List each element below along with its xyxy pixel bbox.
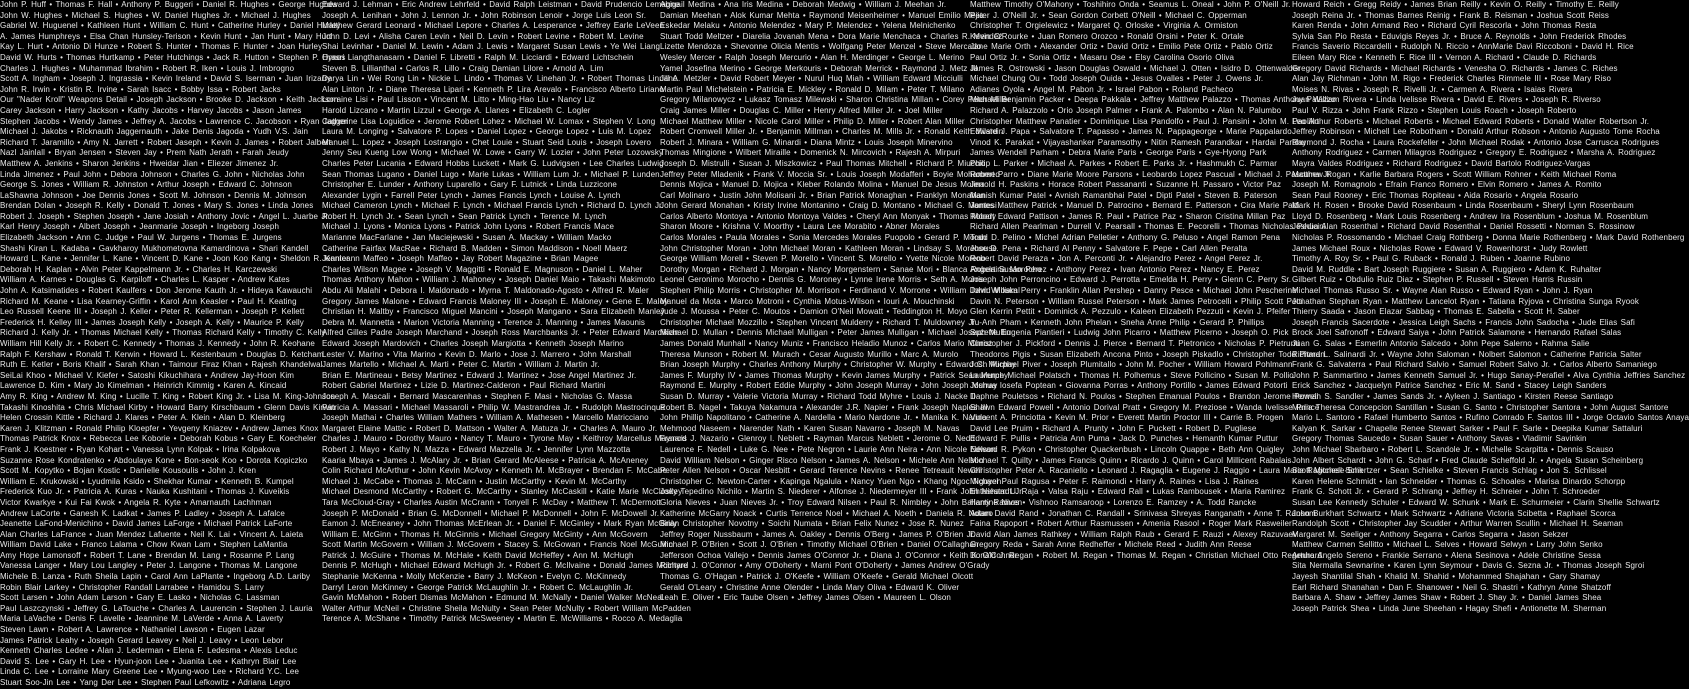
name-line: Sita Nermalla Sewnarine • Karen Lynn Seymour • Davis G. Sezna Jr. • Thomas Joseph Sgroi (1292, 561, 1645, 571)
name-line: Craig James Miller • Douglas C. Miller • Henry Alfred Miller Jr. • Joel Miller (660, 105, 943, 115)
name-line: Alan Linton Jr. • Diane Theresa Lipari • Kenneth P. Lira Arevalo • Francisco Alberto Liriano (322, 84, 664, 94)
name-line: Deborah H. Kaplan • Alvin Peter Kappelmann Jr. • Charles H. Karczewski (0, 264, 278, 274)
name-line: Robert J. Minara • William G. Minardi • Diana Mintz • Louis Joseph Minervino (660, 137, 953, 147)
name-line: Edward Joseph Mardovich • Charles Joseph Margiotta • Kenneth Joseph Marino (322, 339, 624, 348)
name-line: Steven B. Lillianthal • Carlos R. Lillo • Craig Damian Lilore • Arnold A. Lim (322, 63, 604, 73)
name-line: Christian H. Maltby • Francisco Miguel Mancini • Joseph Mangano • Sara Elizabeth Manley (322, 307, 665, 317)
name-line: Juan William Rivera • Linda Ivelisse Rivera • David E. Rivers • Joseph R. Riverso (1292, 95, 1601, 105)
name-line: James Donald Munhall • Nancy Muniz • Francisco Heladio Munoz • Carlos Mario Munoz (660, 339, 993, 348)
name-panel-2 (322, 0, 691, 660)
name-line: Laurence F. Nedell • Luke G. Nee • Pete Negron • Laurie Ann Neira • Ann Nicole Nelson (660, 444, 996, 454)
name-line: Richard Allen Pearlman • Durrell V. Pearsall • Thomas E. Pecorelli • Thomas Nicholas Pedicini (970, 222, 1326, 232)
name-line: Damian Meehan • Alok Kumar Mehta • Raymond Meisenheimer • Manuel Emilio Mejia (660, 10, 984, 20)
name-line: Joseph Patrick Shea • Linda June Sheehan • Hagay Shefi • Antionette M. Sherman (1292, 603, 1607, 613)
name-line: Raymond E. Murphy • Robert Eddie Murphy • John Joseph Murray • John Joseph Murray (660, 381, 998, 391)
name-line: Gabriel W. Huguenel • Kathleen Hunt • William C. Hunt • Catherine Hurley • Daniel Hurley (0, 21, 341, 31)
name-line: Darryl Leron McKinney • George Patrick McLaughlin Jr. • Robert C. McLaughlin Jr. (322, 582, 634, 592)
name-line: Howard L. Kane • Jennifer L. Kane • Vincent D. Kane • Joon Koo Kang • Sheldon R. Kanter (0, 254, 350, 264)
name-line: Jeffrey Peter Mladenik • Frank V. Moccia Sr. • Louis Joseph Modafferi • Boyie Mohammed (660, 169, 1000, 179)
name-line: John Albert Schardt • John G. Scharf • Fred Claude Scheffold Jr. • Angela Susan Scheinberg (1292, 455, 1644, 465)
name-line: Joseph M. Romagnolo • Efrain Franco Romero • Elvin Romero • James A. Romito (1292, 180, 1602, 190)
name-line: Daphne Pouletsos • Richard N. Poulos • Stephen Emanual Poulos • Brandon Jerome Powell (970, 391, 1319, 401)
name-line: James Michael Roux • Nicholas Rowe • Edward V. Rowenhorst • Judy Rowlett (1292, 243, 1588, 253)
name-line: Linda C. Lee • Lorraine Mary Greene Lee • Myung-woo Lee • Richard Y.C. Lee (0, 667, 299, 677)
name-line: Herman S. Sandler • James Sands Jr. • Ayleen J. Santiago • Kirsten Reese Santiago (1292, 391, 1614, 401)
name-line: Peter J. O'Neill Jr. • Sean Gordon Corbett O'Neill • Michael C. Opperman (970, 10, 1247, 20)
name-line: Debra M. Mannetta • Marion Victoria Manning • Terence J. Manning • James Maounis (322, 317, 646, 327)
name-line: Frederick Kuo Jr. • Patricia A. Kuras • Nauka Kushitani • Thomas J. Kuveikis (0, 487, 290, 497)
name-line: Scott Mitchell Schertzer • Sean Schielke • Steven Francis Schlag • Jon S. Schlissel (1292, 466, 1607, 476)
name-line: Stephen Philip Morris • Christopher M. Morrison • Ferdinand V. Morrone • William David Moskal (660, 286, 1020, 296)
name-line: Frederick H. Kelley III • James Joseph Kelly • Joseph A. Kelly • Maurice P. Kelly (0, 317, 304, 327)
name-line: Eamon J. McEneaney • John Thomas McErlean Jr. • Daniel F. McGinley • Mark Ryan McGinly (322, 519, 678, 529)
name-line: Paul Ortiz Jr. • Sonia Ortiz • Masaru Ose • Elsy Carolina Osorio Oliva (970, 52, 1235, 62)
name-line: Scott Larsen • John Adam Larson • Gary E. Lasko • Nicholas C. Lassman (0, 593, 280, 603)
name-line: Abdu Ali Malahi • Debora I. Maldonado • Myrna T. Maldonado-Agosto • Alfred R. Maler (322, 286, 649, 296)
name-line: David Alan James Rathkey • William Ralph Raub • Gerard F. Rauzi • Alexey Razuvaev (970, 529, 1298, 539)
name-line: Edward J. Lehman • Eric Andrew Lehrfeld • David Ralph Leistman • David Prudencio Lemagne (322, 0, 680, 9)
name-panel-3 (660, 0, 1042, 660)
name-line: Michael J. McCabe • Thomas J. McCann • Justin McCarthy • Kevin M. McCarthy (322, 476, 627, 486)
name-line: Theresa Munson • Robert M. Murach • Cesar Augusto Murillo • Marc A. Murolo (660, 349, 959, 359)
name-line: Richard T. Jaramillo • Amy N. Jarrett • Robert Jaseph • Kevin J. James • Robert Jalbert (0, 137, 331, 147)
name-line: Marianne MacFarlane • Jan Maciejewski • Susan A. Mackay • William Macko (322, 233, 612, 243)
name-panel-4 (970, 0, 1364, 660)
name-line: Christopher Michael Mozzillo • Stephen Vincent Mulderry • Richard T. Muldowney Jr. (660, 317, 978, 327)
name-line: Robert Parro • Diane Marie Moore Parsons • Leobardo Lopez Pascual • Michael J. Pascuma Jr. (970, 169, 1332, 179)
name-line: Scott M. Kopytko • Bojan Kostic • Danielle Kousoulis • John J. Kren (0, 466, 257, 476)
name-line: Jane Marie Orth • Alexander Ortiz • David Ortiz • Emilio Pete Ortiz • Pablo Ortiz (970, 42, 1273, 52)
name-line: Michael D. Mullan • Dennis Michael Mulligan • Peter James Mulligan • Michael Joseph Mullin (660, 328, 1011, 338)
name-line: Michael J. Lyons • Monica Lyons • Patrick John Lyons • Robert Francis Mace (322, 222, 615, 232)
name-line: Christopher Matthew Panatier • Dominique Lisa Pandolfo • Paul J. Pansini • John M. Paolillo (970, 116, 1320, 126)
name-line: Matthew Gerard Leonard • Michael Lepore • Charles A. Lesperance • Jeffrey Earle LeVeen (322, 21, 665, 31)
name-line: Charles J. Hughes • Muhammad Ibrahim • Robert R. Iken • Louis J. Imbrogno (0, 63, 295, 73)
name-line: David W. Hurts • Thomas Hurtkamp • Peter Hutchings • Jack R. Hutton • Stephen P. Hynes (0, 52, 346, 62)
name-line: John P. Huff • Thomas F. Hall • Anthony P. Buggeri • Daniel R. Hughes • George Hughes (0, 0, 338, 9)
name-line: Thomas Anthony Mahon • William J. Mahoney • Joseph Daniel Maio • Takashi Makimoto (322, 275, 656, 285)
name-line: John Gerard Monahan • Kristy Irvine Montanino • Craig D. Montano • Michael G. Montesi (660, 201, 997, 211)
name-line: Victor Kwarkye • Kui Fai Kwok • Angela R. Kyte • Amarnauth Lachhman (0, 497, 272, 507)
name-line: Gregory Reda • Sarah Anne Redheffer • Michele Reed • Judith Ann Reese (970, 540, 1252, 550)
name-line: Lawrence D. Kim • Mary Jo Kimelman • Heinrich Kimmig • Karen A. Kincaid (0, 381, 287, 391)
name-line: Robert J. Joseph • Stephen Joseph • Jane Josiah • Anthony Jovic • Angel L. Juarbe Jr. (0, 211, 331, 221)
name-line: A. James Humphreys • Elsa Chan Hunsley-Terison • Kevin Hunt • Jan Hunt • Mary Hurt (0, 31, 332, 41)
name-line: Patrick J. McGuire • Thomas M. McHale • Keith David McHeffey • Ann M. McHugh (322, 550, 634, 560)
name-line: Scott A. Ingham • Joseph J. Ingrassia • Kevin Ireland • David S. Iserman • Juan Irizarry (0, 74, 332, 84)
name-line: Robert David Peraza • Jon A. Perconti Jr. • Alejandro Perez • Angel Perez Jr. (970, 254, 1263, 264)
name-line: Dennis Mojica • Manuel D. Mojica • Kleber Rolando Molina • Manuel De Jesus Molina (660, 180, 985, 190)
name-line: Ehtesham U. Raja • Valsa Raju • Edward Rall • Lukas Rambousek • Maria Ramirez (970, 487, 1286, 497)
name-line: Todd D. Pelino • Michel Adrian Pelletier • Anthony G. Peluso • Angel Ramon Pena (970, 233, 1281, 243)
name-line: Christopher J. Pickford • Dennis J. Pierce • Bernard T. Pietronico • Nicholas P. Pietrunti (970, 339, 1300, 348)
name-line: Susan Lee Kennedy Schuler • Edward W. Schunk • Mark E. Schurmeier • Clarin Shellie Schwartz (1292, 497, 1660, 507)
name-line: Thomas Mingione • Wilbert Miraille • Domenick N. Mircovich • Rajesh A. Mirpuri (660, 148, 961, 158)
name-line: Michael Chung Ou • Todd Joseph Ouida • Jesus Ovalles • Peter J. Owens Jr. (970, 74, 1264, 84)
name-line: Richard M. Keane • Lisa Kearney-Griffin • Karol Ann Keasler • Paul H. Keating (0, 296, 297, 306)
name-line: Sean Paul Rooney • Eric Thomas Ropiteau • Aida Rosario • Angela Rosario (1292, 190, 1579, 200)
name-line: Scott Martin McGovern • William J. McGovern • Stacey S. McGowan • Francis Noel McGuinn (322, 540, 674, 550)
name-line: Raymond J. Rocha • Laura Rockefeller • John Michael Rodak • Antonio Jose Carrusca Rodrigues (1292, 137, 1660, 147)
name-line: Brendan Dolan • Joseph R. Kelly • Donald T. Jones • Mary S. Jones • Linda Jones (0, 201, 314, 211)
name-line: Sean Thomas Lugano • Daniel Lugo • Marie Lukas • William Lum Jr. • Michael P. Lunden (322, 169, 660, 179)
name-line: Jody Tepedino Nichilo • Martin S. Niederer • Alfonse J. Niedermeyer III • Frank John Niestadt Jr. (660, 487, 1024, 497)
name-line: James Patrick Leahy • Joseph Gerard Leavey • Neil J. Leavy • Leon Lebor (0, 635, 284, 645)
name-line: Colin Richard McArthur • John Kevin McAvoy • Kenneth M. McBrayer • Brendan F. McCabe (322, 466, 668, 476)
name-line: Joseph Mathai • Charles William Mathers • William A. Mathesen • Marcello Matricciano (322, 413, 649, 423)
name-line: Frank G. Salvaterra • Paul Richard Salvio • Samuel Robert Salvo Jr. • Carlos Alberto Samaniego (1292, 360, 1657, 370)
name-line: Suzette Eugenia Piantieri • Ludwig John Picarro • Matthew Picerno • Joseph O. Pick (970, 328, 1289, 338)
name-line: Charles Peter Lucania • Edward Hobbs Luckett • Mark G. Ludvigsen • Lee Charles Ludwig (322, 158, 664, 168)
name-line: Adam David Rand • Jonathan C. Randall • Srinivasa Shreyas Ranganath • Anne T. Ransom (970, 508, 1316, 518)
name-line: Karl Henry Joseph • Albert Joseph • Jeanmarie Joseph • Ingeborg Joseph (0, 222, 279, 232)
name-line: Karen J. Klitzman • Ronald Philip Kloepfer • Yevgeny Kniazev • Andrew James Knox (0, 423, 319, 433)
name-line: Maria LaVache • Denis F. Lavelle • Jeannine M. LaVerde • Anna A. Laverty (0, 614, 284, 624)
name-line: Dorothy Morgan • Richard J. Morgan • Nancy Morgenstern • Sanae Mori • Blanca Robertina Morocho (660, 264, 1042, 274)
name-line: Gavin McMahon • Robert Dismas McMahon • Edmund M. McNally • Daniel Walker McNeal (322, 593, 664, 603)
name-line: Manuel da Mota • Marco Motroni • Cynthia Motus-Wilson • Iouri A. Mouchinski (660, 296, 955, 306)
name-panel-1 (0, 0, 350, 687)
name-line: John Burkhart Schwartz • Mark Schwartz • Adriane Victoria Scibetta • Raphael Scorca (1292, 508, 1616, 518)
name-line: Laura M. Longing • Salvatore P. Lopes • Daniel Lopez • George Lopez • Luis M. Lopez (322, 127, 652, 137)
name-line: John Michael Sbarbaro • Robert L. Scandole Jr. • Michelle Scarpitta • Dennis Scauso (1292, 444, 1614, 454)
name-line: Leo Arthur Roberts • Michael Roberts • Michael Edward Roberts • Donald Walter Robertson Jr. (1292, 116, 1650, 126)
name-line: Edward F. Pullis • Patricia Ann Puma • Jack D. Punches • Hemanth Kumar Puttur (970, 434, 1279, 444)
name-line: William David Lake • Franco Lalama • Chow Kwan Lam • Stephen LaMantia (0, 540, 288, 550)
name-line: Christopher T. Orgielewicz • Margaret Q. Orloske • Virginia A. Ormiston (970, 21, 1238, 31)
name-line: Jill A. Metzler • David Robert Meyer • Nurul Huq Miah • William Edward Micciulli (660, 74, 963, 84)
name-line: John Phillip Napolitano • Catherine A. Nardella • Mario Nardone Jr. • Manika K. Narula (660, 413, 987, 423)
name-line: Matthew Carmen Sellitto • Michael L. Selves • Howard Selwyn • Larry John Senko (1292, 540, 1603, 550)
name-line: Michael Matthew Miller • Nicole Carol Miller • Philip D. Miller • Robert Alan Miller (660, 116, 965, 126)
name-line: David S. Lee • Gary H. Lee • Hyun-joon Lee • Juanita Lee • Kathryn Blair Lee (0, 656, 297, 666)
name-line: Stephen Jacobs • Wendy James • Jeffrey A. Jacobs • Lawrence C. Jacobson • Ryan Jagger (0, 116, 348, 126)
name-line: Margaret M. Seeliger • Anthony Segarra • Carlos Segarra • Jason Sekzer (1292, 529, 1569, 539)
name-line: Matthew Rogan • Karlie Barbara Rogers • Scott William Rohner • Keith Michael Roma (1292, 169, 1617, 179)
name-line: Tu-Anh Pham • Kenneth John Phelan • Sneha Anne Philip • Gerard P. Phillips (970, 317, 1265, 327)
name-line: Joseph D. Mistrulli • Susan J. Miszkowicz • Paul Thomas Mitchell • Richard P. Miuccio (660, 158, 986, 168)
name-line: Robert J. Mayo • Kathy N. Mazza • Edward Mazzella Jr. • Jennifer Lynn Mazzotta (322, 444, 631, 454)
name-line: Leo Russell Keene III • Joseph J. Keller • Peter R. Kellerman • Joseph P. Kellett (0, 307, 305, 317)
name-line: Kay L. Hurt • Antonio Di Hunze • Robert S. Hunter • Thomas F. Hunter • Joan Hurley (0, 42, 323, 52)
name-line: David M. Ruddle • Bart Joseph Ruggiere • Susan A. Ruggiero • Adam K. Ruhalter (1292, 264, 1602, 274)
name-line: Michael P. O'Brien • Scott J. O'Brien • Timothy Michael O'Brien • Daniel O'Callaghan (660, 540, 979, 550)
name-line: Brian E. Martineau • Betsy Martinez • Edward J. Martinez • Jose Angel Martinez Jr. (322, 370, 637, 380)
name-line: Gregory James Malone • Edward Francis Maloney III • Joseph E. Maloney • Gene E. Maloy (322, 296, 669, 306)
name-line: Juan G. Salas • Esmerlin Antonio Salcedo • John Pepe Salerno • Rahma Salie (1292, 339, 1590, 348)
name-line: Wesley Mercer • Ralph Joseph Mercurio • Alan H. Merdinger • George L. Merino (660, 52, 965, 62)
name-line: Mayra Valdes Rodriguez • Richard Rodriguez • David Bartolo Rodriguez-Vargas (1292, 158, 1591, 168)
name-line: Christopher C. Newton-Carter • Kapinga Ngalula • Nancy Yuen Ngo • Khang Ngoc Nguyen (660, 476, 1002, 486)
name-line: Takashi Kinoshita • Chris Michael Kirby • Howard Barry Kirschbaum • Glenn Davis Kirwin (0, 402, 336, 412)
name-line: Jennieann Maffeo • Joseph Maffeo • Jay Robert Magazine • Brian Magee (322, 254, 599, 264)
name-line: Paul Laszczynski • Jeffrey G. LaTouche • Charles A. Laurencin • Stephen J. Lauria (0, 603, 313, 613)
name-line: John R. Irwin • Kristin R. Irvine • Sarah Isacc • Bobby Issa • Robert Jacks (0, 84, 281, 94)
name-line: Robert B. Nagel • Takuya Nakamura • Alexander J.R. Napier • Frank Joseph Naples III (660, 402, 988, 412)
name-line: Leah E. Oliver • Eric Taube Olsen • Jeffrey James Olsen • Maureen L. Olson (660, 593, 951, 603)
name-line: George S. Jones • William R. Johnston • Arthur Joseph • Edward C. Johnson (0, 180, 292, 190)
name-line: Arturo Angelo Sereno • Frankie Serrano • Alena Sesinova • Adele Christine Sessa (1292, 550, 1601, 560)
name-line: Darya Lin • Wei Rong Lin • Nickie L. Lindo • Thomas V. Linehan Jr. • Robert Thomas Linnane (322, 74, 678, 84)
name-line: Adianes Oyola • Angel M. Pabon Jr. • Israel Pabon • Roland Pacheco (970, 84, 1234, 94)
name-line: Jonathan Stephan Ryan • Matthew Lancelot Ryan • Tatiana Ryjova • Christina Sunga Ryook (1292, 296, 1639, 306)
name-line: Laurence Michael Polatsch • Thomas H. Polhemus • Steve Pollicino • Susan M. Pollio (970, 370, 1294, 380)
name-line: Linda Jimenez • Paul John • Debora Johnson • Charles G. John • Nicholas John (0, 169, 305, 179)
name-line: John D. Levi • Alisha Caren Levin • Neil D. Levin • Robert Levine • Robert M. Levine (322, 31, 644, 41)
name-line: Robert Edward Pattison • James R. Paul • Patrice Paz • Sharon Cristina Millan Paz (970, 211, 1286, 221)
name-line: SeiLai Khoo • Michael V. Kiefer • Satoshi Kikuchihara • Andrew Jay-Hoon Kim (0, 370, 294, 380)
name-line: David William Nelson • Ginger Risco Nelson • James A. Nelson • Michele Ann Nelson (660, 455, 984, 465)
name-line: Lester V. Marino • Vita Marino • Kevin D. Marlo • Jose J. Marrero • John Marshall (322, 349, 632, 359)
name-line: Elizabeth Jackson • Ann C. Judge • Paul W. Jurgens • Thomas E. Jurgens (0, 233, 282, 243)
name-line: Mehmood Naseem • Narender Nath • Karen Susan Navarro • Joseph M. Navas (660, 423, 960, 433)
name-line: Joseph Francis Sacerdote • Jessica Leigh Sachs • Francis John Sadocha • Jude Elias Safi (1292, 317, 1635, 327)
name-line: Robert Gabriel Martinez • Lizie D. Martinez-Calderon • Paul Richard Martini (322, 381, 606, 391)
name-line: James Matthew Patrick • Manuel D. Patrocino • Bernard E. Patterson • Cira Marie Patti (970, 201, 1300, 211)
name-line: Amy Hope Lamonsoff • Robert T. Lane • Brendan M. Lang • Rosanne P. Lang (0, 550, 295, 560)
name-line: Timothy A. Roy Sr. • Paul G. Ruback • Ronald J. Ruben • Joanne Rubino (1292, 254, 1571, 264)
name-line: George William Morell • Steven P. Morello • Vincent S. Morello • Yvette Nicole Moreno (660, 254, 986, 264)
name-line: Richard J. O'Connor • Amy O'Doherty • Marni Pont O'Doherty • James Andrew O'Grady (660, 561, 990, 571)
name-line: Vincent A. Princiotta • Kevin M. Prior • Everett Martin Proctor III • Carrie B. Progen (970, 413, 1284, 423)
name-line: Moises N. Rivas • Joseph R. Rivelli Jr. • Carmen A. Rivera • Isaias Rivera (1292, 84, 1573, 94)
name-line: Richard L. Salinardi Jr. • Wayne John Saloman • Nolbert Salomon • Catherine Patricia Salter (1292, 349, 1642, 359)
name-line: Gregory Milanowycz • Lukasz Tomasz Milewski • Sharon Christina Millan • Corey Peter Miller (660, 95, 1011, 105)
name-line: Carl Molinaro • Justin John Molisani Jr. • Brian Patrick Monaghan • Franklyn Monahan (660, 190, 986, 200)
name-line: Orasri Liangthanasarn • Daniel F. Libretti • Ralph M. Licciardi • Edward Lichtschein (322, 52, 634, 62)
name-line: Stephanie McKenna • Molly McKenzie • Barry J. McKeon • Evelyn C. McKinnedy (322, 572, 627, 582)
name-line: Lloyd D. Rosenberg • Mark Louis Rosenberg • Andrew Ira Rosenblum • Joshua M. Rosenblum (1292, 211, 1649, 221)
name-line: Margaret Elaine Mattic • Robert D. Mattson • Walter A. Matuza Jr. • Charles A. Mauro Jr. (322, 423, 658, 433)
name-line: Barbara A. Shaw • Jeffrey James Shaw • Robert J. Shay Jr. • Daniel James Shea (1292, 593, 1602, 603)
name-line: Manish Kumar Patel • Avnish Ramanbhai Patel • Dipti Patel • Steven B. Paterson (970, 190, 1277, 200)
name-line: James Wendell Parham • Debra Marie Paris • George Paris • Gye-Hyong Park (970, 148, 1267, 158)
name-line: Catherine Fairfax MacRae • Richard B. Madden • Simon Maddison • Noell Maerz (322, 243, 628, 253)
name-line: Joseph Reina Jr. • Thomas Barnes Reinig • Frank B. Reisman • Joshua Scott Reiss (1292, 10, 1609, 20)
name-line: Gregory David Richards • Michael Richards • Venesha O. Richards • James C. Riches (1292, 63, 1618, 73)
name-line: Leonel Geronimo Morocho • Dennis G. Moroney • Lynne Irene Morris • Seth A. Morris (660, 275, 985, 285)
name-line: LaShawna Johnson • Joe Dennis Jones • Scott M. Johnson • Dennis M. Johnson (0, 190, 307, 200)
name-line: Martin Paul Michelstein • Patricia E. Mickley • Ronald D. Milam • Peter T. Milano (660, 84, 965, 94)
name-line: James Martello • Michael A. Marti • Peter C. Martin • William J. Martin Jr. (322, 360, 600, 370)
name-line: Jude J. Moussa • Peter C. Moutos • Damion O'Neil Mowatt • Teddington H. Moyo (660, 307, 968, 317)
name-line: James F. Murphy IV • James Thomas Murphy • Kevin James Murphy • Patrick Sean Murphy (660, 370, 1009, 380)
name-line: Harold Lizcano • Martin Lizzul • George A. Llanes • Elizabeth C. Logler (322, 105, 591, 115)
name-line: Harry Ramos • Vishnoo Ramsaroop • Lorenzo E. Ramzey • A. Todd Rancke (970, 497, 1257, 507)
name-line: Vinod K. Parakat • Vijayashanker Paramsothy • Nitin Ramesh Parandkar • Hardai Parbhu (970, 137, 1306, 147)
name-line: Anthony Rodriguez • Carmen Milagros Rodriguez • Gregory E. Rodriguez • Marsha A. Rodriguez (1292, 148, 1656, 158)
name-line: John P. Sammartino • James Kenneth Samuel Jr. • Hugo Sanay-Perafiel • Alva Cynthia Jeffries Sanchez (1292, 370, 1686, 380)
name-line: Brock Joel Safronoff • Edward Saiya • John Patrick Salamone • Hernando Rafael Salas (1292, 328, 1622, 338)
name-line: Alan Jay Richman • John M. Rigo • Frederick Charles Rimmele III • Rose Mary Riso (1292, 74, 1612, 84)
name-line: Randolph Scott • Christopher Jay Scudder • Arthur Warren Scullin • Michael H. Seaman (1292, 519, 1623, 529)
name-line: Joseph A. Mascali • Bernard Mascarenhas • Stephen F. Masi • Nicholas G. Massa (322, 391, 633, 401)
name-line: Michael T. Quilty • James Francis Quinn • Ricardo J. Quinn • Carol Millicent Rabalais (970, 455, 1292, 465)
name-line: Joseph P. McDonald • Brian G. McDonnell • Michael P. McDonnell • John F. McDowell Jr. (322, 508, 660, 518)
name-line: Eskedar Melaku • Antonio Melendez • Mary P. Melendez • Yelena Melnichenko (660, 21, 956, 31)
name-line: Jenny Seu Kueng Low Wong • Michael W. Lowe • Garry W. Lozier • John Peter Lozowsky (322, 148, 664, 158)
name-line: Eileen Mary Rice • Kenneth F. Rice III • Vernon A. Richard • Claude D. Richards (1292, 52, 1597, 62)
name-line: Jeffrey Roger Nussbaum • James A. Oakley • Dennis O'Berg • James P. O'Brien Jr. (660, 529, 976, 539)
name-line: John A. Katsimatides • Robert Kaulfers • Don Jerome Kauth Jr. • Hideya Kawauchi (0, 286, 313, 296)
name-line: Shai Levinhar • Daniel M. Lewin • Adam J. Lewis • Margaret Susan Lewis • Ye Wei Liang (322, 42, 661, 52)
name-line: Michael Benjamin Packer • Deepa Pakkala • Jeffrey Matthew Palazzo • Thomas Anthony Palazzo (970, 95, 1336, 105)
name-line: Shawn Edward Powell • Antonio Dorival Pratt • Gregory M. Preziose • Wanda Ivelisse Prince (970, 402, 1320, 412)
name-line: Andrew LaCorte • Ganesh K. Ladkat • James P. Ladley • Joseph A. Lafalce (0, 508, 285, 518)
name-line: Francis Saverio Riccardelli • Rudolph N. Riccio • AnnMarie Davi Riccoboni • David H. Rice (1292, 42, 1634, 52)
name-line: Michael J. Jakobs • Ricknauth Jaggernauth • Jake Denis Jagoda • Yudh V.S. Jain (0, 127, 309, 137)
name-line: Jeanette LaFond-Menichino • David James LaForge • Michael Patrick LaForte (0, 519, 293, 529)
name-line: Steven Lawn • Robert A. Lawrence • Nathaniel Lawson • Eugen Lazar (0, 625, 265, 635)
name-line: Gilbert Ruiz • Obdulio Ruiz Diaz • Stephen P. Russell • Steven Harris Russin (1292, 275, 1583, 285)
name-line: Erick Sanchez • Jacquelyn Patrice Sanchez • Eric M. Sand • Stacey Leigh Sanders (1292, 381, 1607, 391)
name-line: Kevin O'Rourke • Juan Romero Orozco • Ronald Orsini • Peter K. Ortale (970, 31, 1244, 41)
name-line: Suzanne Rose Kondratenko • Abdoulaye Kone • Bon-seok Koo • Dorota Kopiczko (0, 455, 308, 465)
name-line: Gerald O'Leary • Christine Anne Olender • Linda Mary Oliva • Edward K. Oliver (660, 582, 960, 592)
name-line: Frank G. Schott Jr. • Gerard P. Schrang • Jeffrey H. Schreier • John T. Schroeder (1292, 487, 1601, 497)
name-line: John W. Hughes • Michael S. Hughes • W. Daniel Hughes Jr. • Michael J. Hughes (0, 10, 311, 20)
name-line: Faina Rapoport • Robert Arthur Rasmussen • Amenia Rasool • Roger Mark Rasweiler (970, 519, 1292, 529)
name-line: Gregory Thomas Saucedo • Susan Sauer • Anthony Savas • Vladimir Savinkin (1292, 434, 1587, 444)
name-line: Paul V. Rizza • John Frank Rizzo • Stephen Louis Roach • Joseph Roberto (1292, 105, 1577, 115)
name-line: Karen Renda • John Armand Reo • Richard Cyril Rescorla • John Thomas Resta (1292, 21, 1597, 31)
name-line: Manuel L. Lopez • Joseph Lostrangio • Chet Louie • Stuart Seid Louis • Joseph Lovero (322, 137, 652, 147)
name-line: Robert H. Lynch Jr. • Sean Lynch • Sean Patrick Lynch • Terence M. Lynch (322, 211, 607, 221)
name-line: Francis J. Nazario • Glenroy I. Neblett • Rayman Marcus Neblett • Jerome O. Nedd (660, 434, 975, 444)
name-line: Kaaria Mbaya • James J. McAlary Jr. • Brian Gerard McAleese • Patricia A. McAneney (322, 455, 649, 465)
name-line: Stuart Soo-Jin Lee • Yang Der Lee • Stephen Paul Lefkowitz • Adriana Legro (0, 678, 291, 687)
name-line: Nicholas P. Rossomando • Michael Craig Rothberg • Donna Marie Rothenberg • Mark David Rothenberg (1292, 233, 1685, 243)
name-line: Lizette Mendoza • Shevonne Olicia Mentis • Wolfgang Peter Menzel • Steve Mercado (660, 42, 982, 52)
name-panel-5 (1292, 0, 1689, 660)
name-line: John Christopher Moran • John Michael Moran • Kathleen Moran • Lindsay S. Morehouse (660, 243, 997, 253)
name-line: Jeffrey Robinson • Michell Lee Robotham • Donald Arthur Robson • Antonio Augusto Tome Rocha (1292, 127, 1660, 137)
name-line: Thomas G. O'Hagan • Patrick J. O'Keefe • William O'Keefe • Gerald Michael Olcott (660, 572, 974, 582)
name-line: Abigail Medina • Ana Iris Medina • Deborah Medwig • William J. Meehan Jr. (660, 0, 947, 9)
name-line: Michael Desmond McCarthy • Robert G. McCarthy • Stanley McCaskill • Katie Marie McCloskey (322, 487, 683, 497)
name-line: James R. Ostrowski • Jason Douglas Oswald • Michael J. Otten • Isidro D. Ottenwalder (970, 63, 1301, 73)
name-line: Davin N. Peterson • William Russel Peterson • Mark James Petrocelli • Philip Scott Petti (970, 296, 1304, 306)
name-line: Glen Kerrin Pettit • Dominick A. Pezzulo • Kaleen Elizabeth Pezzuti • Kevin J. Pfeifer (970, 307, 1291, 317)
name-line: David Lee Pruim • Richard A. Prunty • John F. Puckett • Robert D. Pugliese (970, 423, 1257, 433)
name-line: Ruth E. Ketler • Boris Khalif • Sarah Khan • Taimour Firaz Khan • Rajesh Khandelwal (0, 360, 323, 370)
name-line: Christopher E. Lunder • Anthony Luparello • Gary F. Lutnick • Linda Luzzicone (322, 180, 617, 190)
name-line: Michael Paul Ragusa • Peter F. Raimondi • Harry A. Raines • Lisa J. Raines (970, 476, 1259, 486)
name-line: Jose D. Pena • Richard Al Penny • Salvatore F. Pepe • Carl Allen Peralta (970, 243, 1248, 253)
name-line: Catherine Lisa Loguidice • Jerome Robert Lohez • Michael W. Lomax • Stephen V. Long (322, 116, 656, 126)
name-line: Joshua Alan Rosenthal • Richard David Rosenthal • Daniel Rossetti • Norman S. Rossinow (1292, 222, 1635, 232)
name-line: Frank J. Koestner • Ryan Kohart • Vanessa Lynn Kolpak • Irina Kolpakova (0, 444, 281, 454)
name-line: Joseph John Perroncino • Edward J. Perrotta • Emelda H. Perry • Glenn C. Perry Sr. (970, 275, 1292, 285)
name-line: Brian Joseph Murphy • Charles Anthony Murphy • Christopher W. Murphy • Edward C. Murphy (660, 360, 1016, 370)
name-line: Katherine McGarry Noack • Curtis Terrence Noel • Michael A. Noeth • Daniela R. Notaro (660, 508, 994, 518)
name-line: Thomas Patrick Knox • Rebecca Lee Koborie • Deborah Kobus • Gary E. Koecheler (0, 434, 317, 444)
name-line: William E. Krukowski • Lyudmila Ksido • Shekhar Kumar • Kenneth B. Kumpel (0, 476, 294, 486)
name-line: Ralph F. Kershaw • Ronald T. Kerwin • Howard L. Kestenbaum • Douglas D. Ketcham (0, 349, 324, 359)
name-line: Shashi Kiran L. Kadaba • Gavkharoy Mukhometovna Kamardinova • Shari Kandell (0, 243, 309, 253)
name-line: Sylvia San Pio Resta • Eduvigis Reyes Jr. • Bruce A. Reynolds • John Frederick Rhodes (1292, 31, 1627, 41)
name-line: Tara McCloud-Gray • Charles Austin McCrann • Tonyell F. McDay • Matthew T. McDermott (322, 497, 661, 507)
name-line: Patricia A. Massari • Michael Massaroli • Philip W. Mastrandrea Jr. • Rudolph Mastrocinque (322, 402, 665, 412)
name-line: Carlos Alberto Montoya • Antonio Montoya Valdes • Cheryl Ann Monyak • Thomas Moody (660, 211, 997, 221)
name-line: Robert Cromwell Miller Jr. • Benjamin Millman • Charles M. Mills Jr. • Ronald Keith Milstein (660, 127, 1004, 137)
name-line: Amy R. King • Andrew M. King • Lucille T. King • Robert King Jr. • Lisa M. King-Johnson (0, 391, 336, 401)
name-line: Kenneth Charles Ledee • Alan J. Lederman • Elena F. Ledesma • Alexis Leduc (0, 646, 298, 656)
name-line: Thierry Saada • Jason Elazar Sabbag • Thomas E. Sabella • Scott H. Saber (1292, 307, 1580, 317)
name-line: Jerrold H. Paskins • Horace Robert Passananti • Suzanne H. Passaro • Victor Paz (970, 180, 1282, 190)
name-line: Robin Blair Larkey • Christopher Randall Larrabee • Hamidou S. Larry (0, 582, 264, 592)
name-line: Mario L. Santoro • Rafael Humberto Santos • Rufino Conrado F. Santos III • Jorge Octavio Santos Anaya (1292, 413, 1689, 423)
name-line: Edward R. Pykon • Christopher Quackenbush • Lincoln Quappe • Beth Ann Quigley (970, 444, 1285, 454)
name-line: Charles Wilson Magee • Joseph V. Maggitti • Ronald E. Magnuson • Daniel L. Maher (322, 264, 643, 274)
name-line: Peter Allen Nelson • Oscar Nesbitt • Gerard Terence Nevins • Renee Tetreault Newell (660, 466, 982, 476)
name-line: Sharon Moore • Krishna V. Moorthy • Laura Lee Morabito • Abner Morales (660, 222, 940, 232)
name-line: Alexander Lygin • Farrell Peter Lynch • James Francis Lynch • Louise A. Lynch (322, 190, 621, 200)
name-line: Josh Michael Piver • Joseph Plumitallo • John M. Pocher • William Howard Pohlmann (970, 360, 1293, 370)
name-line: Lorraine Lisi • Paul Lisson • Vincent M. Litto • Ming-Hao Liu • Nancy Liz (322, 95, 595, 105)
name-line: Walter Arthur McNeil • Christine Sheila McNulty • Sean Peter McNulty • Robert William McPadden (322, 603, 691, 613)
name-line: Kalyan K. Sarkar • Chapelle Renee Stewart Sarker • Paul F. Sarle • Deepika Kumar Sattaluri (1292, 423, 1643, 433)
name-line: Christopher Peter A. Racaniello • Leonard J. Ragaglia • Eugene J. Raggio • Laura Marie Ragonese-Snik (970, 466, 1364, 476)
name-line: Joshua Iosefa Poptean • Giovanna Porras • Anthony Portillo • James Edward Potorti (970, 381, 1288, 391)
name-line: Nazl Jainlall • Bryan Jensen • Steven Jay • Prem Nath Jerath • Farah Jeudy (0, 148, 289, 158)
name-line: Brian Christopher Novotny • Soichi Numata • Brian Felix Nunez • Jose R. Nunez (660, 519, 964, 529)
name-line: Terence A. McShane • Timothy Patrick McSweeney • Martin E. McWilliams • Rocco A. Medaglia (322, 614, 683, 624)
name-line: William E. McGinn • Thomas H. McGinnis • Michael Gregory McGinty • Ann McGovern (322, 529, 648, 539)
name-line: Our "Nader Kroll" Weapons Detail • Joseph Jackson • Brooke D. Jackson • Keith Jackson (0, 95, 339, 105)
name-line: Joseph A. Lenihan • John J. Lennon Jr. • John Robinson Lenoir • Jorge Luis Leon Sr. (322, 10, 647, 20)
name-line: Dennis P. McHugh • Michael Edward McHugh Jr. • Robert G. McIlvaine • Donald James McIntyre (322, 561, 688, 571)
name-line: Richard J. Kelly Jr. • Thomas Michael Kelly • Thomas Richard Kelly • Timothy C. Kelly (0, 328, 326, 338)
name-line: John William Perry • Franklin Allan Pershep • Danny Pesce • Michael John Pescherine (970, 286, 1297, 296)
name-line: William A. Karnes • Douglas G. Karpiloff • Charles L. Kasper • Andrew Kates (0, 275, 290, 285)
name-line: Angela Susan Perez • Anthony Perez • Ivan Antonio Perez • Nancy E. Perez (970, 264, 1260, 274)
name-line: Michael Cameron Lynch • Michael F. Lynch • Michael Francis Lynch • Richard D. Lynch Jr. (322, 201, 664, 211)
name-line: Jefferson Ochoa Vallejo • Dennis James O'Connor Jr. • Diana J. O'Connor • Keith K. O'Connor (660, 550, 1018, 560)
name-line: Richard A. Palazzolo • Orio Joseph Palmer • Frank A. Palombo • Alan N. Palumbo (970, 105, 1282, 115)
name-line: Alfred Gilles Padre Joseph Marchand • Joseph Ross Marchbanks Jr. • Peter Edward Mardikian (322, 328, 679, 338)
name-line: Carey Jackson • Harry Jackson • Kathy Jacobs • Harvey Jacobs • Jason James (0, 105, 302, 115)
name-line: Edward J. Papa • Salvatore T. Papasso • James N. Pappageorge • Marie Pappalardo (970, 127, 1292, 137)
name-line: Carlos Morales • Paula Morales • Sonia Mercedes Morales Puopolo • Gerard P. Moran (660, 233, 987, 243)
name-line: Karen Helene Schmidt • Ian Schneider • Thomas G. Schoales • Marisa Dinardo Schorpp (1292, 476, 1626, 486)
name-line: Vanessa Langer • Mary Lou Langley • Peter J. Langone • Thomas M. Langone (0, 561, 298, 571)
name-line: Matthew Timothy O'Mahony • Toshihiro Onda • Seamus L. Oneal • John P. O'Neill Jr. (970, 0, 1291, 9)
name-line: Michele B. Lanza • Ruth Sheila Lapin • Carol Ann LaPlante • Ingeborg A.D. Lariby (0, 572, 311, 582)
name-line: Maria Theresa Concepcion Santillan • Susan G. Santo • Christopher Santora • John August Santore (1292, 402, 1669, 412)
name-line: William Hill Kelly Jr. • Robert C. Kennedy • Thomas J. Kennedy • John R. Keohane (0, 339, 315, 348)
name-line: Earl Richard Shanahan • Dan F. Shanower • Neil G. Shastri • Kathryn Anne Shatzoff (1292, 582, 1611, 592)
name-line: Matthew A. Jenkins • Sharon Jenkins • Hweidar Jian • Eliezer Jimenez Jr. (0, 158, 279, 168)
name-line: Gloria Nieves • Juan Nieves Jr. • Troy Edward Nilsen • Paul R. Nimbley • John Ballantine Niven (660, 497, 1023, 507)
name-line: Yamel Josefina Merino • George Merkouris • Deborah Merrick • Raymond J. Metz III (660, 63, 978, 73)
name-line: Stuart Todd Meltzer • Diarelia Jovanah Mena • Dora Marie Menchaca • Charles R. Mendez (660, 31, 1003, 41)
name-line: Alan Charles LaFrance • Juan Mendez Lafuente • Neil K. Lai • Vincent A. Laieta (0, 529, 304, 539)
name-line: Helen Crossin Kittle • Richard J. Klares • Peter A. Klein • Alan D. Kleinberg (0, 413, 285, 423)
name-line: Theodoros Pigis • Susan Elizabeth Ancona Pinto • Joseph Piskadlo • Christopher Todd Pitman (970, 349, 1325, 359)
name-line: Howard Reich • Gregg Reidy • James Brian Reilly • Kevin O. Reilly • Timothy E. Reilly (1292, 0, 1619, 9)
name-line: Donald J. Regan • Robert M. Regan • Thomas M. Regan • Christian Michael Otto Regenhard (970, 550, 1323, 560)
name-line: Susan D. Murray • Valerie Victoria Murray • Richard Todd Myhre • Louis J. Nacke II (660, 391, 976, 401)
name-line: Charles J. Mauro • Dorothy Mauro • Nancy T. Mauro • Tyrone May • Keithroy Marcellus Maynard (322, 434, 687, 444)
name-line: Michael Thomas Russo Sr. • Wayne Alan Russo • Edward Ryan • John J. Ryan (1292, 286, 1593, 296)
name-line: Jayesh Shantilal Shah • Khalid M. Shahid • Mohammed Shajahan • Gary Shamay (1292, 572, 1600, 582)
name-line: Mark H. Rosen • Brooke David Rosenbaum • Linda Rosenbaum • Sheryl Lynn Rosenbaum (1292, 201, 1634, 211)
name-line: Philip L. Parker • Michael A. Parkes • Robert E. Parks Jr. • Hashmukh C. Parmar (970, 158, 1277, 168)
